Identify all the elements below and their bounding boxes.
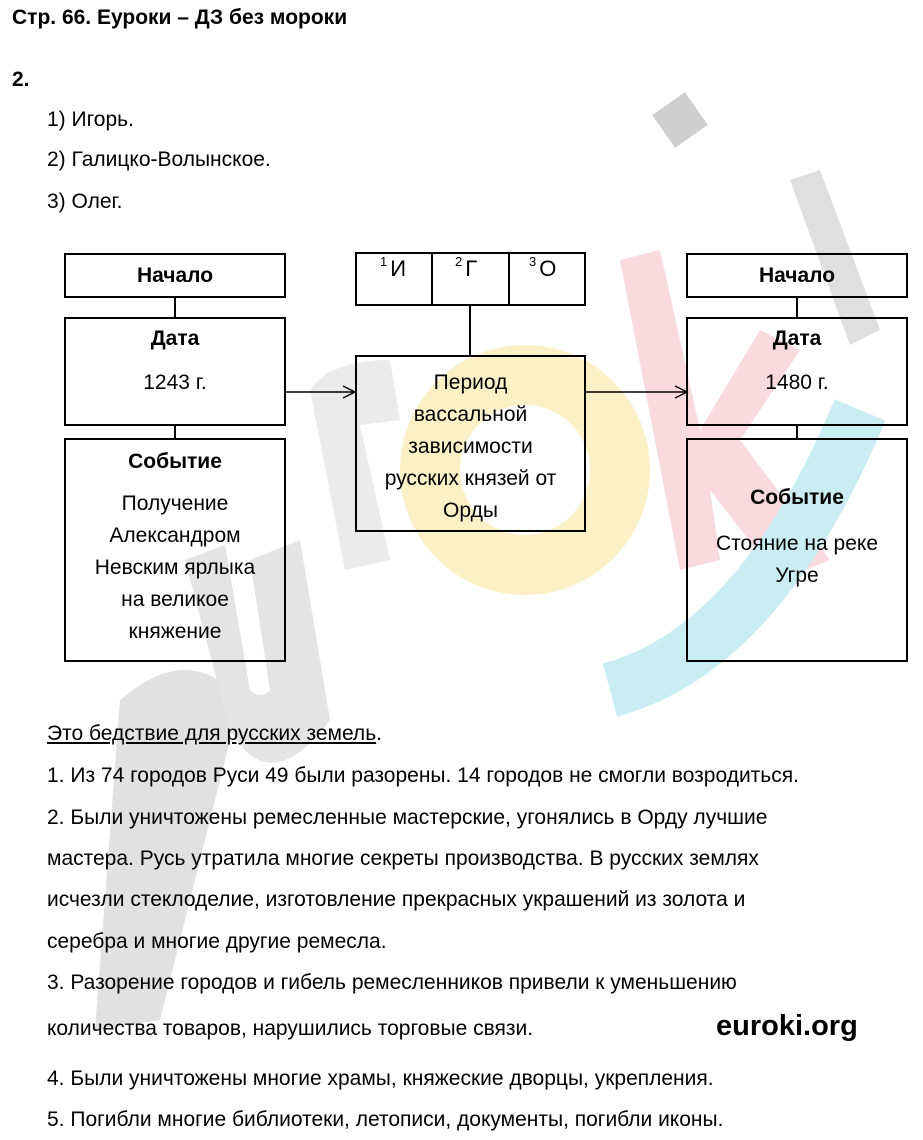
section-heading xyxy=(47,722,382,746)
right-date-label: Дата xyxy=(772,327,822,350)
page-title: Стр. 66. Еуроки – ДЗ без мороки xyxy=(12,6,348,29)
right-event-line: Угре xyxy=(775,564,819,587)
arrow-center-to-right xyxy=(586,386,687,398)
center-line: зависимости xyxy=(408,435,533,458)
right-date-value: 1480 г. xyxy=(765,371,829,394)
letter-number: 2 xyxy=(455,254,463,269)
left-event-line: княжение xyxy=(128,620,222,643)
section-heading-tail: . xyxy=(376,722,382,745)
right-event-line: Стояние на реке xyxy=(715,532,878,555)
answer-3: 3) Олег. xyxy=(47,190,123,213)
center-line: русских князей от xyxy=(384,467,557,490)
answer-1: 1) Игорь. xyxy=(47,108,134,131)
paragraph-line: серебра и многие другие ремесла. xyxy=(47,930,387,953)
letter-value: И xyxy=(390,256,407,281)
paragraph-line: 1. Из 74 городов Руси 49 были разорены. 14 городов не смогли возродиться. xyxy=(47,764,799,787)
center-line: Орды xyxy=(443,499,498,522)
right-event-box xyxy=(686,438,908,662)
letter-number: 1 xyxy=(380,254,388,269)
paragraph-line: 5. Погибли многие библиотеки, летописи, документы, погибли иконы. xyxy=(47,1108,724,1131)
letter-value: Г xyxy=(465,256,478,281)
left-event-line: Александром xyxy=(109,524,241,547)
euroki-brand-text: euroki.org xyxy=(716,1010,858,1042)
paragraph-line: количества товаров, нарушились торговые связи. xyxy=(47,1017,534,1040)
paragraph-line: 4. Были уничтожены многие храмы, княжеские дворцы, укрепления. xyxy=(47,1067,714,1090)
task-number: 2. xyxy=(12,68,30,91)
left-event-line: на великое xyxy=(121,588,229,611)
paragraph-line: 3. Разорение городов и гибель ремесленников привели к уменьшению xyxy=(47,971,737,994)
arrow-left-to-center xyxy=(286,386,355,398)
left-event-label: Событие xyxy=(128,450,222,473)
left-event-line: Получение xyxy=(121,492,229,515)
left-date-label: Дата xyxy=(150,327,200,350)
left-date-value: 1243 г. xyxy=(143,371,207,394)
right-start-box xyxy=(686,253,908,298)
connector-line xyxy=(796,298,798,318)
paragraph-line: 2. Были уничтожены ремесленные мастерские, угонялись в Орду лучшие xyxy=(47,806,768,829)
center-line: вассальной xyxy=(413,403,528,426)
left-event-line: Невским ярлыка xyxy=(94,556,256,579)
left-start-label: Начало xyxy=(136,263,214,287)
paragraph-line: мастера. Русь утратила многие секреты производства. В русских землях xyxy=(47,847,759,870)
paragraph-line: исчезли стеклоделие, изготовление прекрасных украшений из золота и xyxy=(47,888,746,911)
letter-number: 3 xyxy=(529,254,537,269)
answer-2: 2) Галицко-Волынское. xyxy=(47,148,271,171)
right-event-label: Событие xyxy=(750,486,844,509)
center-line: Период xyxy=(433,371,508,394)
letter-value: О xyxy=(539,256,557,281)
section-heading-text: Это бедствие для русских земель xyxy=(47,722,377,745)
right-date-box xyxy=(686,317,908,426)
right-start-label: Начало xyxy=(758,263,836,287)
